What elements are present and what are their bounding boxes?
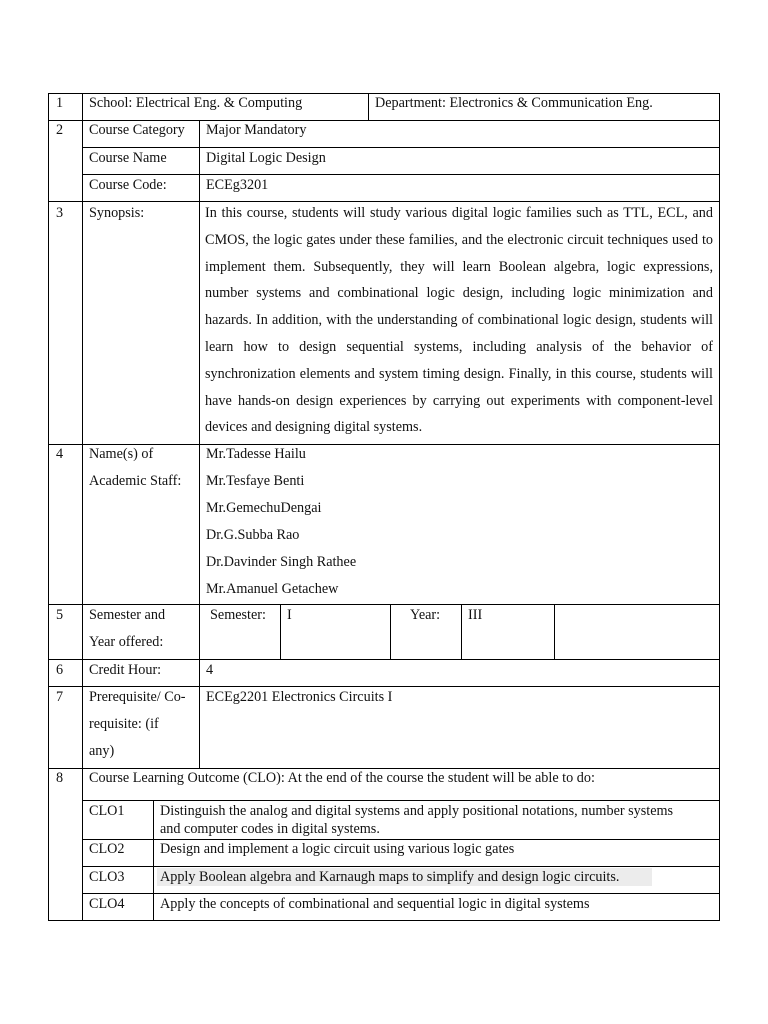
clo-heading: Course Learning Outcome (CLO): At the end of the course the student will be able to do: xyxy=(89,770,595,786)
semester-year-label: Semester and xyxy=(89,607,166,623)
credit-hour-label: Credit Hour: xyxy=(89,662,162,678)
table-border-right xyxy=(719,93,720,921)
row-divider xyxy=(48,659,720,660)
clo-code: CLO4 xyxy=(89,896,125,912)
clo-divider xyxy=(82,800,720,801)
label-column-divider xyxy=(199,120,200,769)
prerequisite-label: any) xyxy=(89,743,115,759)
row-divider xyxy=(82,147,720,148)
clo-code: CLO2 xyxy=(89,841,125,857)
staff-label: Name(s) of xyxy=(89,446,154,462)
row-number: 3 xyxy=(56,205,64,221)
semester-year-label: Year offered: xyxy=(89,634,164,650)
staff-name: Mr.Tadesse Hailu xyxy=(206,446,306,462)
clo-divider xyxy=(82,893,720,894)
number-column-divider xyxy=(82,93,83,921)
school-cell: School: Electrical Eng. & Computing xyxy=(89,95,303,111)
row-divider xyxy=(48,686,720,687)
cell-divider xyxy=(461,604,462,660)
semester-value: I xyxy=(287,607,292,623)
row-number: 4 xyxy=(56,446,64,462)
cell-divider xyxy=(554,604,555,660)
cell-divider xyxy=(390,604,391,660)
clo-text: Apply the concepts of combinational and sequential logic in digital systems xyxy=(160,896,590,912)
row-number: 2 xyxy=(56,122,64,138)
row-number: 1 xyxy=(56,95,64,111)
prerequisite-value: ECEg2201 Electronics Circuits I xyxy=(206,689,393,705)
course-code-value: ECEg3201 xyxy=(206,177,269,193)
clo-text: Distinguish the analog and digital systems and apply positional notations, number systems xyxy=(160,803,674,819)
course-category-label: Course Category xyxy=(89,122,185,138)
course-name-value: Digital Logic Design xyxy=(206,150,326,166)
clo-code: CLO1 xyxy=(89,803,125,819)
course-code-label: Course Code: xyxy=(89,177,167,193)
row-divider xyxy=(48,604,720,605)
row-divider xyxy=(82,174,720,175)
synopsis-label: Synopsis: xyxy=(89,205,145,221)
course-name-label: Course Name xyxy=(89,150,167,166)
staff-name: Dr.Davinder Singh Rathee xyxy=(206,554,357,570)
table-border-bottom xyxy=(48,920,720,921)
staff-label: Academic Staff: xyxy=(89,473,182,489)
staff-name: Mr.Amanuel Getachew xyxy=(206,581,339,597)
clo-text: Apply Boolean algebra and Karnaugh maps to simplify and design logic circuits. xyxy=(157,868,652,886)
clo-text: and computer codes in digital systems. xyxy=(160,821,380,837)
prerequisite-label: Prerequisite/ Co- xyxy=(89,689,186,705)
clo-code-divider xyxy=(153,800,154,921)
prerequisite-label: requisite: (if xyxy=(89,716,159,732)
credit-hour-value: 4 xyxy=(206,662,214,678)
year-value: III xyxy=(468,607,483,623)
staff-name: Dr.G.Subba Rao xyxy=(206,527,300,543)
department-cell: Department: Electronics & Communication Eng. xyxy=(375,95,653,111)
row-number: 6 xyxy=(56,662,64,678)
staff-name: Mr.GemechuDengai xyxy=(206,500,322,516)
course-category-value: Major Mandatory xyxy=(206,122,307,138)
row-number: 7 xyxy=(56,689,64,705)
row-number: 5 xyxy=(56,607,64,623)
year-label: Year: xyxy=(410,607,441,623)
clo-text: Design and implement a logic circuit using various logic gates xyxy=(160,841,515,857)
table-border-left xyxy=(48,93,49,921)
synopsis-text: In this course, students will study various digital logic families such as TTL, ECL, and CMOS, the logic gates under these families, and the electronic circuit techniques used to implement them. Subsequently, they will learn Boolean algebra, logic expressions, number systems and combinational logic design, including logic minimization and hazards. In addition, with the understanding of combinational logic design, students will learn how to design sequential systems, including analysis of the behavior of synchronization elements and system timing design. Finally, in this course, students will have hands-on design experiences by carrying out experiments with component-level devices and designing digital systems. xyxy=(205,205,713,436)
row-number: 8 xyxy=(56,770,64,786)
staff-name: Mr.Tesfaye Benti xyxy=(206,473,305,489)
semester-label: Semester: xyxy=(210,607,266,623)
cell-divider xyxy=(368,93,369,121)
clo-code: CLO3 xyxy=(89,869,125,885)
cell-divider xyxy=(280,604,281,660)
clo-divider xyxy=(82,866,720,867)
